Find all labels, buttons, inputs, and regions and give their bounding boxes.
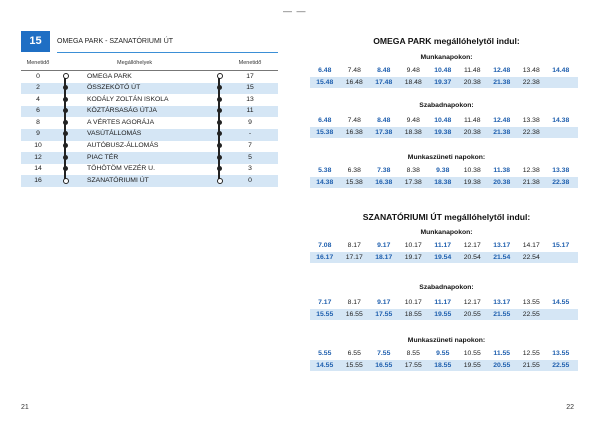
- travel-time-from-start: 0: [36, 72, 40, 80]
- header-travel-time-left: Menetidő: [26, 60, 50, 66]
- stop-row: [21, 117, 278, 129]
- departure-time: 14.48: [552, 67, 570, 74]
- travel-time-from-start: 14: [34, 165, 42, 173]
- departure-time: 12.38: [522, 167, 540, 174]
- departure-row: [310, 309, 578, 321]
- departure-times-table: [310, 240, 578, 263]
- departure-time: 17.38: [375, 128, 393, 136]
- stop-row: [21, 71, 278, 83]
- departure-time: 6.48: [318, 67, 332, 74]
- departure-time: 18.55: [404, 310, 422, 318]
- departure-time: 16.48: [345, 78, 363, 86]
- departure-time: 7.48: [347, 67, 361, 74]
- schedule-direction-title: OMEGA PARK megállóhelytől indul:: [373, 36, 520, 46]
- departure-time: 13.38: [552, 167, 570, 174]
- schedule-day-type: Munkaszüneti napokon:: [407, 154, 486, 161]
- stop-marker: [63, 120, 68, 125]
- departure-time: 15.38: [345, 178, 363, 186]
- header-stops: Megállóhelyek: [117, 60, 153, 66]
- departure-time: 19.17: [404, 253, 422, 261]
- departure-time: 16.38: [345, 128, 363, 136]
- departure-row: [310, 127, 578, 139]
- departure-times-table: [310, 165, 578, 188]
- departure-time: 18.17: [375, 253, 393, 261]
- departure-time: 16.55: [345, 310, 363, 318]
- departure-time: 21.38: [522, 178, 540, 186]
- terminal-stop-marker: [63, 178, 69, 184]
- schedule-day-type: Szabadnapokon:: [419, 102, 474, 109]
- stop-row: [21, 106, 278, 118]
- departure-time: 12.48: [493, 117, 511, 124]
- stop-name: KÖZTÁRSASÁG ÚTJA: [87, 107, 157, 115]
- stop-row: [21, 152, 278, 164]
- departure-row: [310, 348, 578, 360]
- route-number-badge: 15: [21, 31, 50, 52]
- stops-table: [21, 57, 278, 187]
- departure-time: 12.17: [463, 242, 481, 249]
- departure-time: [546, 252, 576, 264]
- travel-time-from-start: 12: [34, 153, 42, 161]
- stop-marker: [217, 120, 222, 125]
- departure-times-table: [310, 115, 578, 138]
- route-rail: [218, 76, 220, 180]
- departure-time: 21.38: [493, 78, 511, 86]
- departure-time: 15.38: [316, 128, 334, 136]
- travel-time-from-start: 2: [36, 84, 40, 92]
- departure-row: [310, 65, 578, 77]
- departure-time: 12.55: [522, 350, 540, 357]
- stop-marker: [63, 155, 68, 160]
- departure-time: 22.55: [552, 361, 570, 369]
- stop-marker: [217, 155, 222, 160]
- departure-time: 6.38: [347, 167, 361, 174]
- stop-name: OMEGA PARK: [87, 72, 132, 80]
- terminal-stop-marker: [217, 178, 223, 184]
- departure-time: 15.55: [345, 361, 363, 369]
- page-number-left: 21: [21, 404, 29, 411]
- stop-marker: [217, 97, 222, 102]
- departure-time: 11.55: [493, 350, 511, 357]
- departure-time: 13.48: [522, 67, 540, 74]
- stop-name: VASÚTÁLLOMÁS: [87, 130, 142, 138]
- departure-time: 21.55: [493, 310, 511, 318]
- stop-row: [21, 141, 278, 153]
- departure-row: [310, 115, 578, 127]
- stop-row: [21, 129, 278, 141]
- departure-time: 14.38: [552, 117, 570, 124]
- departure-time: 15.55: [316, 310, 334, 318]
- departure-time: 10.48: [434, 67, 452, 74]
- departure-time: 19.54: [434, 253, 452, 261]
- stop-marker: [217, 166, 222, 171]
- departure-time: 8.48: [377, 67, 391, 74]
- travel-time-from-start: 9: [36, 130, 40, 138]
- header-travel-time-right: Menetidő: [238, 60, 262, 66]
- departure-time: 8.17: [347, 299, 361, 306]
- departure-time: 13.38: [522, 117, 540, 124]
- departure-time: 6.55: [347, 350, 361, 357]
- stop-name: ÖSSZEKÖTŐ ÚT: [87, 84, 141, 92]
- stop-marker: [63, 97, 68, 102]
- departure-time: 14.55: [316, 361, 334, 369]
- departure-time: 16.55: [375, 361, 393, 369]
- departure-time: 22.38: [552, 178, 570, 186]
- departure-time: [546, 309, 576, 321]
- departure-time: 12.17: [463, 299, 481, 306]
- departure-time: 12.48: [493, 67, 511, 74]
- departure-time: 9.38: [436, 167, 450, 174]
- departure-time: 8.17: [347, 242, 361, 249]
- departure-time: 18.55: [434, 361, 452, 369]
- travel-time-from-end: 3: [248, 165, 252, 173]
- stop-marker: [217, 131, 222, 136]
- departure-time: 20.38: [463, 128, 481, 136]
- departure-time: 18.38: [404, 128, 422, 136]
- stop-marker: [217, 85, 222, 90]
- departure-time: 14.17: [522, 242, 540, 249]
- departure-time: 8.55: [406, 350, 420, 357]
- departure-time: 9.17: [377, 242, 391, 249]
- route-header: [21, 31, 278, 52]
- departure-row: [310, 77, 578, 89]
- departure-time: 13.55: [552, 350, 570, 357]
- departure-time: 10.17: [404, 242, 422, 249]
- schedule-day-type: Munkanapokon:: [420, 54, 473, 61]
- schedule-day-type: Munkaszüneti napokon:: [407, 337, 486, 344]
- departure-time: 8.48: [377, 117, 391, 124]
- departure-time: 7.08: [318, 242, 332, 249]
- departure-time: 20.38: [493, 178, 511, 186]
- departure-time: 21.55: [522, 361, 540, 369]
- stop-marker: [63, 108, 68, 113]
- departure-time: 19.37: [434, 78, 452, 86]
- departure-time: 5.38: [318, 167, 332, 174]
- departure-time: 7.48: [347, 117, 361, 124]
- travel-time-from-start: 16: [34, 176, 42, 184]
- departure-times-table: [310, 297, 578, 320]
- departure-time: 7.17: [318, 299, 332, 306]
- travel-time-from-start: 8: [36, 118, 40, 126]
- departure-time: 19.38: [463, 178, 481, 186]
- departure-time: 13.55: [522, 299, 540, 306]
- travel-time-from-end: 17: [246, 72, 254, 80]
- travel-time-from-end: 7: [248, 142, 252, 150]
- departure-time: 11.48: [463, 117, 481, 124]
- departure-time: 22.54: [522, 253, 540, 261]
- departure-time: 22.38: [522, 78, 540, 86]
- travel-time-from-end: 15: [246, 84, 254, 92]
- left-page: [0, 0, 297, 421]
- travel-time-from-start: 6: [36, 107, 40, 115]
- departure-row: [310, 240, 578, 252]
- departure-time: [546, 127, 576, 139]
- terminal-stop-marker: [217, 73, 223, 79]
- departure-time: 9.48: [406, 67, 420, 74]
- stop-row: [21, 164, 278, 176]
- stop-marker: [63, 131, 68, 136]
- stop-marker: [217, 108, 222, 113]
- departure-time: 20.55: [493, 361, 511, 369]
- schedule-direction-title: SZANATÓRIUMI ÚT megállóhelytől indul:: [362, 212, 531, 222]
- departure-time: 22.55: [522, 310, 540, 318]
- departure-time: 11.17: [434, 299, 452, 306]
- departure-time: 17.55: [375, 310, 393, 318]
- departure-time: 17.55: [404, 361, 422, 369]
- terminal-stop-marker: [63, 73, 69, 79]
- departure-time: 17.48: [375, 78, 393, 86]
- departure-time: 22.38: [522, 128, 540, 136]
- route-title: OMEGA PARK - SZANATÓRIUMI ÚT: [57, 31, 278, 53]
- stops-table-header: [21, 57, 278, 71]
- departure-time: 17.17: [345, 253, 363, 261]
- departure-time: 16.17: [316, 253, 334, 261]
- departure-time: 11.17: [434, 242, 452, 249]
- departure-row: [310, 177, 578, 189]
- schedule-day-type: Munkanapokon:: [420, 229, 473, 236]
- departure-time: 6.48: [318, 117, 332, 124]
- departure-time: 20.38: [463, 78, 481, 86]
- departure-time: 9.17: [377, 299, 391, 306]
- top-mark: — —: [283, 6, 307, 16]
- departure-time: 15.17: [552, 242, 570, 249]
- stop-name: AUTÓBUSZ-ÁLLOMÁS: [87, 142, 159, 150]
- travel-time-from-start: 10: [34, 142, 42, 150]
- stop-marker: [217, 143, 222, 148]
- stop-marker: [63, 166, 68, 171]
- departure-time: 10.38: [463, 167, 481, 174]
- departure-row: [310, 297, 578, 309]
- departure-row: [310, 360, 578, 372]
- departure-time: 19.55: [463, 361, 481, 369]
- departure-times-table: [310, 65, 578, 88]
- departure-time: 14.55: [552, 299, 570, 306]
- stop-marker: [63, 143, 68, 148]
- departure-time: 10.17: [404, 299, 422, 306]
- travel-time-from-end: -: [248, 130, 252, 138]
- stop-marker: [63, 85, 68, 90]
- departure-time: 19.38: [434, 128, 452, 136]
- page-number-right: 22: [566, 404, 574, 411]
- departure-time: 15.48: [316, 78, 334, 86]
- departure-time: 21.38: [493, 128, 511, 136]
- stop-name: PIAC TÉR: [87, 153, 119, 161]
- stop-name: A VÉRTES AGORÁJA: [87, 118, 155, 126]
- route-rail: [64, 76, 66, 180]
- departure-time: 13.17: [493, 299, 511, 306]
- departure-time: 18.38: [434, 178, 452, 186]
- departure-time: 18.48: [404, 78, 422, 86]
- departure-row: [310, 252, 578, 264]
- schedule-day-type: Szabadnapokon:: [419, 284, 474, 291]
- travel-time-from-end: 13: [246, 95, 254, 103]
- stop-row: [21, 83, 278, 95]
- departure-time: [546, 77, 576, 89]
- departure-time: 16.38: [375, 178, 393, 186]
- travel-time-from-start: 4: [36, 95, 40, 103]
- stop-row: [21, 175, 278, 187]
- travel-time-from-end: 5: [248, 153, 252, 161]
- departure-time: 14.38: [316, 178, 334, 186]
- stop-row: [21, 94, 278, 106]
- travel-time-from-end: 11: [246, 107, 254, 115]
- departure-time: 7.38: [377, 167, 391, 174]
- departure-time: 20.55: [463, 310, 481, 318]
- departure-time: 21.54: [493, 253, 511, 261]
- stop-name: KODÁLY ZOLTÁN ISKOLA: [87, 95, 169, 103]
- departure-time: 11.48: [463, 67, 481, 74]
- stop-name: SZANATÓRIUMI ÚT: [87, 176, 149, 184]
- travel-time-from-end: 0: [248, 176, 252, 184]
- departure-time: 13.17: [493, 242, 511, 249]
- departure-time: 17.38: [404, 178, 422, 186]
- departure-time: 5.55: [318, 350, 332, 357]
- departure-time: 9.48: [406, 117, 420, 124]
- departure-time: 20.54: [463, 253, 481, 261]
- right-page: [298, 0, 595, 421]
- departure-time: 19.55: [434, 310, 452, 318]
- departure-time: 8.38: [406, 167, 420, 174]
- departure-time: 11.38: [493, 167, 511, 174]
- departure-time: 7.55: [377, 350, 391, 357]
- departure-time: 10.55: [463, 350, 481, 357]
- departure-time: 9.55: [436, 350, 450, 357]
- stop-name: TÖHÖTÖM VEZÉR U.: [87, 165, 155, 173]
- departure-row: [310, 165, 578, 177]
- departure-time: 10.48: [434, 117, 452, 124]
- departure-times-table: [310, 348, 578, 371]
- travel-time-from-end: 9: [248, 118, 252, 126]
